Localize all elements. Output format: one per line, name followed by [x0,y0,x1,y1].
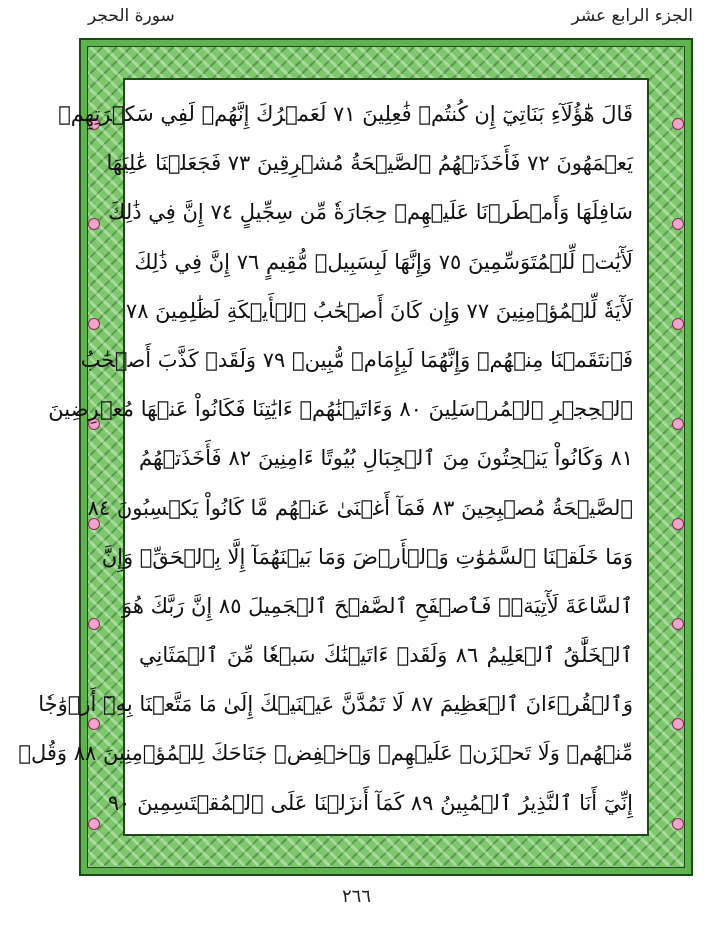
frame-ornament [672,418,684,430]
text-line-13: وَٱلۡقُرۡءَانَ ٱلۡعَظِيمَ ٨٧ لَا تَمُدَّنَّ عَيۡنَيۡكَ إِلَىٰ مَا مَتَّعۡنَا بِهِۦٓ أَزۡوَٰجٗا [38,692,633,717]
text-line-7: ٱلۡحِجۡرِ ٱلۡمُرۡسَلِينَ ٨٠ وَءَاتَيۡنَٰهُمۡ ءَايَٰتِنَا فَكَانُواْ عَنۡهَا مُعۡرِضِينَ [48,397,633,422]
text-panel [18,78,649,836]
frame-ornament [672,618,684,630]
text-line-10: وَمَا خَلَقۡنَا ٱلسَّمَٰوَٰتِ وَٱلۡأَرۡضَ وَمَا بَيۡنَهُمَآ إِلَّا بِٱلۡحَقِّۗ وَإِنَّ [101,544,633,569]
text-line-11: ٱلسَّاعَةَ لَأٓتِيَةٞۖ فَٱصۡفَحِ ٱلصَّفۡحَ ٱلۡجَمِيلَ ٨٥ إِنَّ رَبَّكَ هُوَ [122,593,633,618]
text-line-5: لَأٓيَةٗ لِّلۡمُؤۡمِنِينَ ٧٧ وَإِن كَانَ أَصۡحَٰبُ ٱلۡأَيۡكَةِ لَظَٰلِمِينَ ٧٨ [125,298,633,323]
text-line-8: ٨١ وَكَانُواْ يَنۡحِتُونَ مِنَ ٱلۡجِبَالِ بُيُوتًا ءَامِنِينَ ٨٢ فَأَخَذَتۡهُمُ [139,446,633,471]
text-line-2: يَعۡمَهُونَ ٧٢ فَأَخَذَتۡهُمُ ٱلصَّيۡحَةُ مُشۡرِقِينَ ٧٣ فَجَعَلۡنَا عَٰلِيَهَا [106,151,633,176]
frame-ornament [672,518,684,530]
juz-title: الجزء الرابع عشر [571,6,693,26]
frame-ornament [672,718,684,730]
text-line-12: ٱلۡخَلَّٰقُ ٱلۡعَلِيمُ ٨٦ وَلَقَدۡ ءَاتَيۡنَٰكَ سَبۡعٗا مِّنَ ٱلۡمَثَانِي [139,643,633,668]
frame-ornament [672,818,684,830]
text-line-4: لَأٓيَٰتٖ لِّلۡمُتَوَسِّمِينَ ٧٥ وَإِنَّهَا لَبِسَبِيلٖ مُّقِيمٍ ٧٦ إِنَّ فِي ذَٰلِكَ [134,249,633,274]
quran-text [18,80,647,834]
decorative-frame [18,38,693,876]
frame-ornament [672,118,684,130]
text-line-15: إِنِّيٓ أَنَا ٱلنَّذِيرُ ٱلۡمُبِينُ ٨٩ كَمَآ أَنزَلۡنَا عَلَى ٱلۡمُقۡتَسِمِينَ ٩٠ [107,790,633,815]
frame-ornament [88,318,100,330]
frame-ornament [88,218,100,230]
text-line-9: ٱلصَّيۡحَةُ مُصۡبِحِينَ ٨٣ فَمَآ أَغۡنَىٰ عَنۡهُم مَّا كَانُواْ يَكۡسِبُونَ ٨٤ [87,495,633,520]
text-line-6: فَٱنتَقَمۡنَا مِنۡهُمۡ وَإِنَّهُمَا لَبِإِمَامٖ مُّبِينٖ ٧٩ وَلَقَدۡ كَذَّبَ أَصۡحَٰبُ [80,347,633,372]
frame-ornament [672,218,684,230]
page-number: ٢٦٦ [341,886,371,907]
text-line-3: سَافِلَهَا وَأَمۡطَرۡنَا عَلَيۡهِمۡ حِجَارَةٗ مِّن سِجِّيلٍ ٧٤ إِنَّ فِي ذَٰلِكَ [108,200,633,225]
page-header [0,0,713,36]
frame-ornament [672,318,684,330]
surah-title: سورة الحجر [88,6,175,26]
frame-ornament [88,618,100,630]
text-line-14: مِّنۡهُمۡ وَلَا تَحۡزَنۡ عَلَيۡهِمۡ وَٱخۡفِضۡ جَنَاحَكَ لِلۡمُؤۡمِنِينَ ٨٨ وَقُلۡ [18,741,633,766]
frame-ornament [88,818,100,830]
text-line-1: قَالَ هَٰٓؤُلَآءِ بَنَاتِيٓ إِن كُنتُمۡ فَٰعِلِينَ ٧١ لَعَمۡرُكَ إِنَّهُمۡ لَفِي سَكۡرَتِهِمۡ [58,102,633,126]
